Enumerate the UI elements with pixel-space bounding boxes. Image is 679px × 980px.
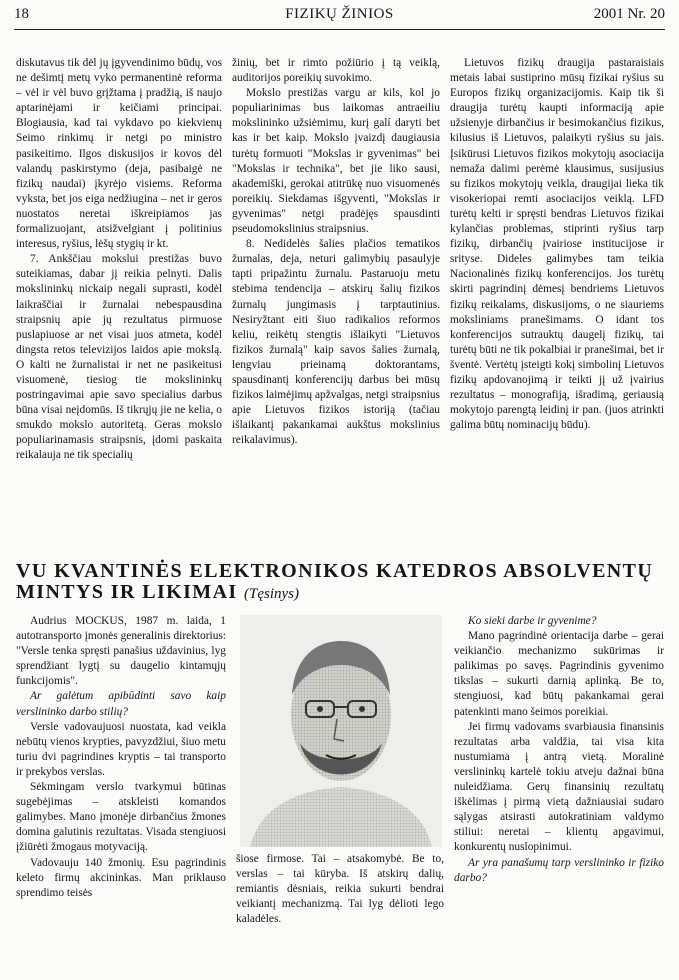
top-column-2 bbox=[232, 56, 440, 542]
interview-question: Ar galėtum apibūdinti savo kaip verslininko darbo stilių? bbox=[16, 690, 226, 718]
top-column-1 bbox=[16, 56, 222, 542]
article-column-1 bbox=[16, 614, 226, 966]
portrait-illustration bbox=[240, 615, 442, 847]
journal-title: FIZIKŲ ŽINIOS bbox=[285, 6, 394, 22]
paragraph: Mokslo prestižas vargu ar kils, kol jo populiarinimas bus laikomas antraeiliu mokslininko užsiėmimu, kurį galí daryti bet kas ir bet kaip. Mokslo įvaizdį daugiausia turėtų formuoti "Mokslas ir gyvenimas" bei "Mokslas ir technika", bet jie liko sausi, akademiški, gerokai atitrūkę nuo visuomenės poreikių. Siekdamas išgyventi, "Mokslas ir gyvenimas" netgi pradėjęs spausdinti pseudomokslinius straipsnius. bbox=[232, 87, 440, 236]
header-rule bbox=[14, 29, 665, 30]
portrait-photo bbox=[240, 615, 442, 847]
paragraph: Vadovauju 140 žmonių. Esu pagrindinis keleto firmų akcininkas. Man priklauso sprendimo teisės bbox=[16, 856, 226, 899]
article-column-2 bbox=[236, 852, 444, 970]
interview-question: Ar yra panašumų tarp verslininko ir fiziko darbo? bbox=[454, 856, 664, 884]
paragraph: diskutavus tik dėl jų įgyvendinimo būdų, vos ne dešimtį metų vyko permanentinė reforma – vėl ir vėl buvo grįžtama į pradžią, iš naujo aptarinėjami ir keičiami principai. Blogiausia, kad tai vykdavo po kiekvienų Seimo rinkimų ir netgi po ministro pasikeitimo. Ilgos diskusijos ir kovos dėl valandų paskirstymo (deja, pasibaigė ne fizikų naudai) įkyrėjo visiems. Reforma vyksta, bet jos eiga nedžiugina – net ir geros nuostatos neretai iškreipiamos jas formalizuojant, atsižvelgiant į politinius interesus, ryšius, lėšų stygių ir kt. bbox=[16, 57, 222, 251]
paragraph: Lietuvos fizikų draugija pastaraisiais metais labai sustiprino mūsų fizikai ryšius su Europos fizikų organizacijomis. Kaip tik ši draugija turėtų kaupti informaciją apie užsienyje dirbančius ir besimokančius fizikus, kilusius iš Lietuvos, palaikyti ryšius su jais. Įsikūrusi Lietuvos fizikos mokytojų asociacija nemaža dalimi perėmė klausimus, susijusius su fizikos mokytojų veikla, draugijai lieka tik visokeriopai remti asociacijos veiklą. LFD turėtų kelti ir spręsti bendras Lietuvos fizikai kylančias problemas, stiprinti ryšius tarp fizikų, dirbančių įvairiose institucijose ir srityse. Dideles galimybes tam teikia Nacionalinės fizikų konferencijos. Jos turėtų skirti pagrindinį dėmesį bendriems Lietuvos fizikų reikalams, diskusijoms, o ne siauriems moksliniams pranešimams. O idant tos konferencijos sutrauktų daugelį fizikų, tai turėtų būti ne tik pokalbiai ir pranešimai, bet ir šventė. Vertėtų įsteigti kokį simbolinį Lietuvos fizikų apdovanojimą ir teikti jį už įvairius rezultatus – monografiją, išradimą, geriausią mokytojo parengtą leidinį ir pan. (juos atrinkti galima būtų nominacijų būdu). bbox=[450, 57, 664, 432]
continued-note: (Tęsinys) bbox=[244, 586, 300, 602]
article-title bbox=[16, 561, 665, 605]
paragraph: šiose firmose. Tai – atsakomybė. Be to, verslas – tai kūryba. Iš atskirų dalių, remiantis dėsniais, reikia sukurti bendrai veikiantį mechanizmą. Tai lyg dėlioti lego kaladėles. bbox=[236, 853, 444, 926]
paragraph: Sėkmingam verslo tvarkymui būtinas sugebėjimas – atskleisti komandos galimybes. Mano įmonėje dirbančius žmones domina galutinis rezultatas. Visada stengiuosi įžiūrėti žmogaus motyvaciją. bbox=[16, 781, 226, 854]
paragraph: 8. Nedidelės šalies plačios tematikos žurnalas, deja, neturi galimybių pasaulyje tapti pripažintu žurnalu. Pastaruoju metu stebima tendencija – atskirų šalių fizikos žurnalų jungimasis į tarptautinius. Nesiryžtant eiti šiuo radikalios reformos keliu, reikėtų stengtis išlaikyti "Lietuvos fizikos žurnalą" kaip savos šalies žurnalą, lengviau prieinamą doktorantams, spausdinantį konferencijų darbus bei mūsų fizikos laimėjimų apžvalgas, netgi straipsnius apie Lietuvos fizikos istoriją (tačiau išlaikantį pakankamai aukštus mokslinius reikalavimus). bbox=[232, 238, 440, 447]
paragraph: žinių, bet ir rimto požiūrio į tą veiklą, auditorijos poreikių suvokimo. bbox=[232, 57, 440, 85]
paragraph: Versle vadovaujuosi nuostata, kad veikla nebūtų vienos krypties, pavyzdžiui, šiuo metu turiu dvi pagrindines kryptis – tai transporto ir prekybos verslas. bbox=[16, 720, 226, 778]
issue-number: 2001 Nr. 20 bbox=[593, 6, 665, 22]
interview-intro: Audrius MOCKUS, 1987 m. laida, 1 autotransporto įmonės generalinis direktorius: "Versle tenka spręsti panašius uždavinius, lyg sprendžiant lygtį su daugelio kintamųjų funkcijomis". bbox=[16, 615, 226, 688]
paragraph: Mano pagrindinė orientacija darbe – gerai veikiančio mechanizmo sukūrimas ir palikimas po savęs. Pagrindinis gyvenimo tikslas – sukurti darnią aplinką. Be to, stengiuosi, kad būtų pakankamai gerai patenkinti mano šeimos poreikiai. bbox=[454, 630, 664, 718]
page-number: 18 bbox=[14, 6, 29, 22]
interview-question: Ko sieki darbe ir gyvenime? bbox=[468, 615, 597, 627]
paragraph: 7. Ankščiau mokslui prestižas buvo suteikiamas, dabar jį reikia pelnyti. Dalis mokslininkų nickaip negali suprasti, kodėl laikraščiai ir žurnalai nebespausdina straipsnių apie jų rezultatus pirmuose puslapiuose ar net visai juos atmeta, kodėl dingsta retos televizijos laidos apie mokslą. O kalti ne žurnalistai ir net ne pasikeitusi visuomenė, tiesiog tie mokslininkų postringavimai apie savo specialius darbus būna visai neįdomūs. Iš tikrųjų jie ne kelia, o smukdo mokslo autoritetą. Geras mokslo populiarinamasis straipsnis, įdomi paskaita reikalauja ne tik specialių bbox=[16, 253, 222, 462]
article-column-3 bbox=[454, 614, 664, 970]
page-header bbox=[14, 6, 665, 28]
top-column-3 bbox=[450, 56, 664, 542]
paragraph: Jei firmų vadovams svarbiausia finansinis rezultatas arba valdžia, tai visa kita nustumiama į antrą vietą. Moralinė verslininkų kartelė tokiu atveju dažnai būna nuleidžiama. Gerų finansinių rezultatų iškėlimas į pirmą vietą dažniausiai sudaro sąlygas atsirasti autokratiniam valdymo stiliui: neretai – klientų apgavimui, konkurentų nuslopinimui. bbox=[454, 720, 664, 854]
article-headline: VU KVANTINĖS ELEKTRONIKOS KATEDROS ABSOLVENTŲ MINTYS IR LIKIMAI bbox=[16, 560, 654, 603]
